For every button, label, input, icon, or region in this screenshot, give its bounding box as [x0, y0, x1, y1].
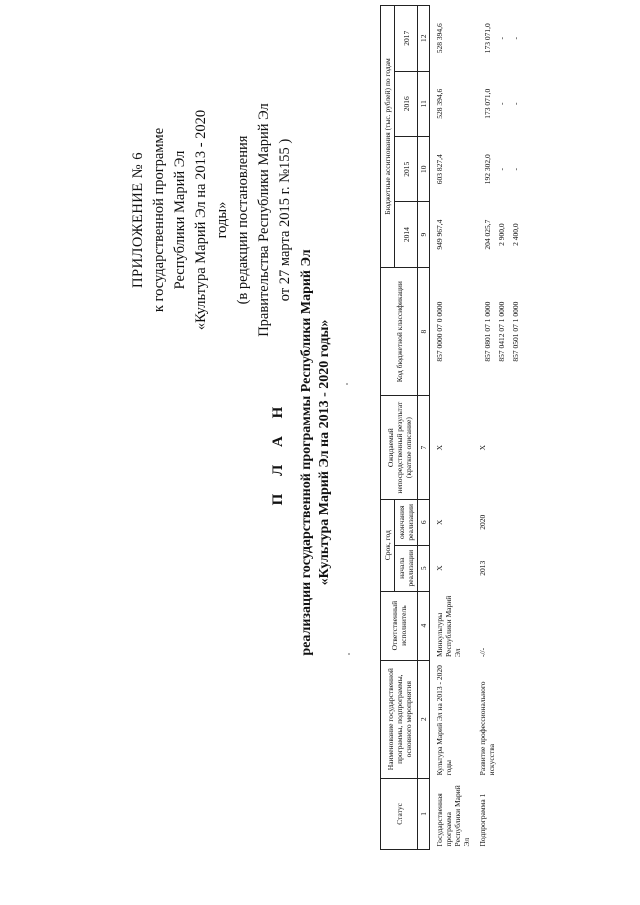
cell-2015: [473, 136, 522, 201]
cell-code: 857 0000 07 0 0000: [435, 301, 444, 362]
appendix-line: к государственной программе: [151, 127, 167, 313]
cell-2016: 528 394,6: [435, 88, 444, 119]
cell-2014: [473, 202, 522, 267]
plan-title: П Л А Н: [270, 399, 286, 506]
column-number: 10: [418, 136, 430, 201]
subtitle-line-2: «Культура Марий Эл на 2013 - 2020 годы»: [317, 319, 332, 586]
header-term-start: начала реализации: [395, 545, 418, 591]
cell-executor: -//-: [478, 647, 487, 658]
scan-speck: [348, 653, 350, 655]
amount-line: 2 900,0: [497, 223, 506, 246]
amount-line: -: [497, 167, 506, 171]
cell-result: Х: [478, 444, 487, 451]
appendix-line: Республики Марий Эл: [172, 150, 188, 290]
amount-line: 173 071,0: [483, 23, 492, 54]
amount-line: 2 400,0: [511, 223, 520, 246]
appendix-line: (в редакции постановления: [235, 135, 251, 305]
cell-start: 2013: [478, 560, 487, 576]
header-result: Ожидаемый непосредственный результат (краткое описание): [381, 396, 418, 499]
cell-codes: [473, 267, 522, 396]
cell-start: Х: [435, 565, 444, 571]
code-line: 857 0801 07 1 0000: [483, 301, 492, 362]
cell-2014: 949 967,4: [435, 219, 444, 250]
amount-line: -: [511, 167, 520, 171]
appendix-line: от 27 марта 2015 г. №155 ): [277, 138, 293, 302]
appendix-number: ПРИЛОЖЕНИЕ № 6: [130, 152, 146, 288]
cell-2015: 603 827,4: [435, 154, 444, 185]
table-row: [473, 6, 522, 850]
cell-2017: [473, 6, 522, 72]
column-number: 8: [418, 267, 430, 396]
header-year-2015: 2015: [395, 136, 418, 201]
column-number: 1: [418, 778, 430, 849]
cell-2016: [473, 71, 522, 136]
amount-line: 173 071,0: [483, 88, 492, 119]
header-name: Наименование государственной программы, подпрограммы, основного мероприятия: [381, 660, 418, 778]
header-code: Код бюджетной классификации: [381, 267, 418, 396]
column-number: 2: [418, 660, 430, 778]
amount-line: -: [497, 102, 506, 106]
subtitle-line-1: реализации государственной программы Республики Марий Эл: [299, 249, 314, 656]
amount-line: -: [511, 37, 520, 40]
column-number: 7: [418, 396, 430, 499]
plan-table: [380, 5, 522, 850]
header-executor: Ответственный исполнитель: [381, 591, 418, 660]
cell-end: Х: [435, 519, 444, 525]
amount-line: 204 025,7: [483, 219, 492, 250]
header-term: Срок, год: [381, 499, 395, 591]
header-year-2014: 2014: [395, 202, 418, 267]
column-number: 12: [418, 6, 430, 72]
column-number: 5: [418, 545, 430, 591]
cell-executor: Минкультуры Республики Марий Эл: [435, 595, 462, 658]
column-number: 4: [418, 591, 430, 660]
amount-line: 192 302,0: [483, 154, 492, 185]
appendix-line: «Культура Марий Эл на 2013 - 2020 годы»: [193, 109, 230, 331]
column-number: 11: [418, 71, 430, 136]
scan-speck: [346, 383, 348, 385]
column-number: 9: [418, 202, 430, 267]
header-term-end: окончания реализации: [395, 499, 418, 545]
header-year-2017: 2017: [395, 6, 418, 72]
amount-line: -: [511, 102, 520, 106]
amount-line: -: [497, 37, 506, 40]
code-line: 857 0501 07 1 0000: [511, 301, 520, 362]
table-row: [430, 6, 474, 850]
cell-status: Подпрограмма 1: [478, 793, 487, 847]
column-number: 6: [418, 499, 430, 545]
header-status: Статус: [381, 778, 418, 849]
plan-subtitle: [298, 0, 334, 905]
appendix-line: Правительства Республики Марий Эл: [256, 103, 272, 337]
cell-name: Развитие профессионального искусства: [478, 681, 496, 776]
cell-status: Государственная программа Республики Марий Эл: [435, 785, 471, 847]
cell-end: 2020: [478, 514, 487, 530]
header-budget: Бюджетные ассигнования (тыс. рублей) по годам: [381, 6, 395, 268]
header-year-2016: 2016: [395, 71, 418, 136]
cell-2017: 528 394,6: [435, 23, 444, 54]
code-line: 857 0412 07 1 0000: [497, 301, 506, 362]
cell-result: Х: [435, 444, 444, 451]
cell-name: Культура Марий Эл на 2013 - 2020 годы: [435, 665, 453, 776]
